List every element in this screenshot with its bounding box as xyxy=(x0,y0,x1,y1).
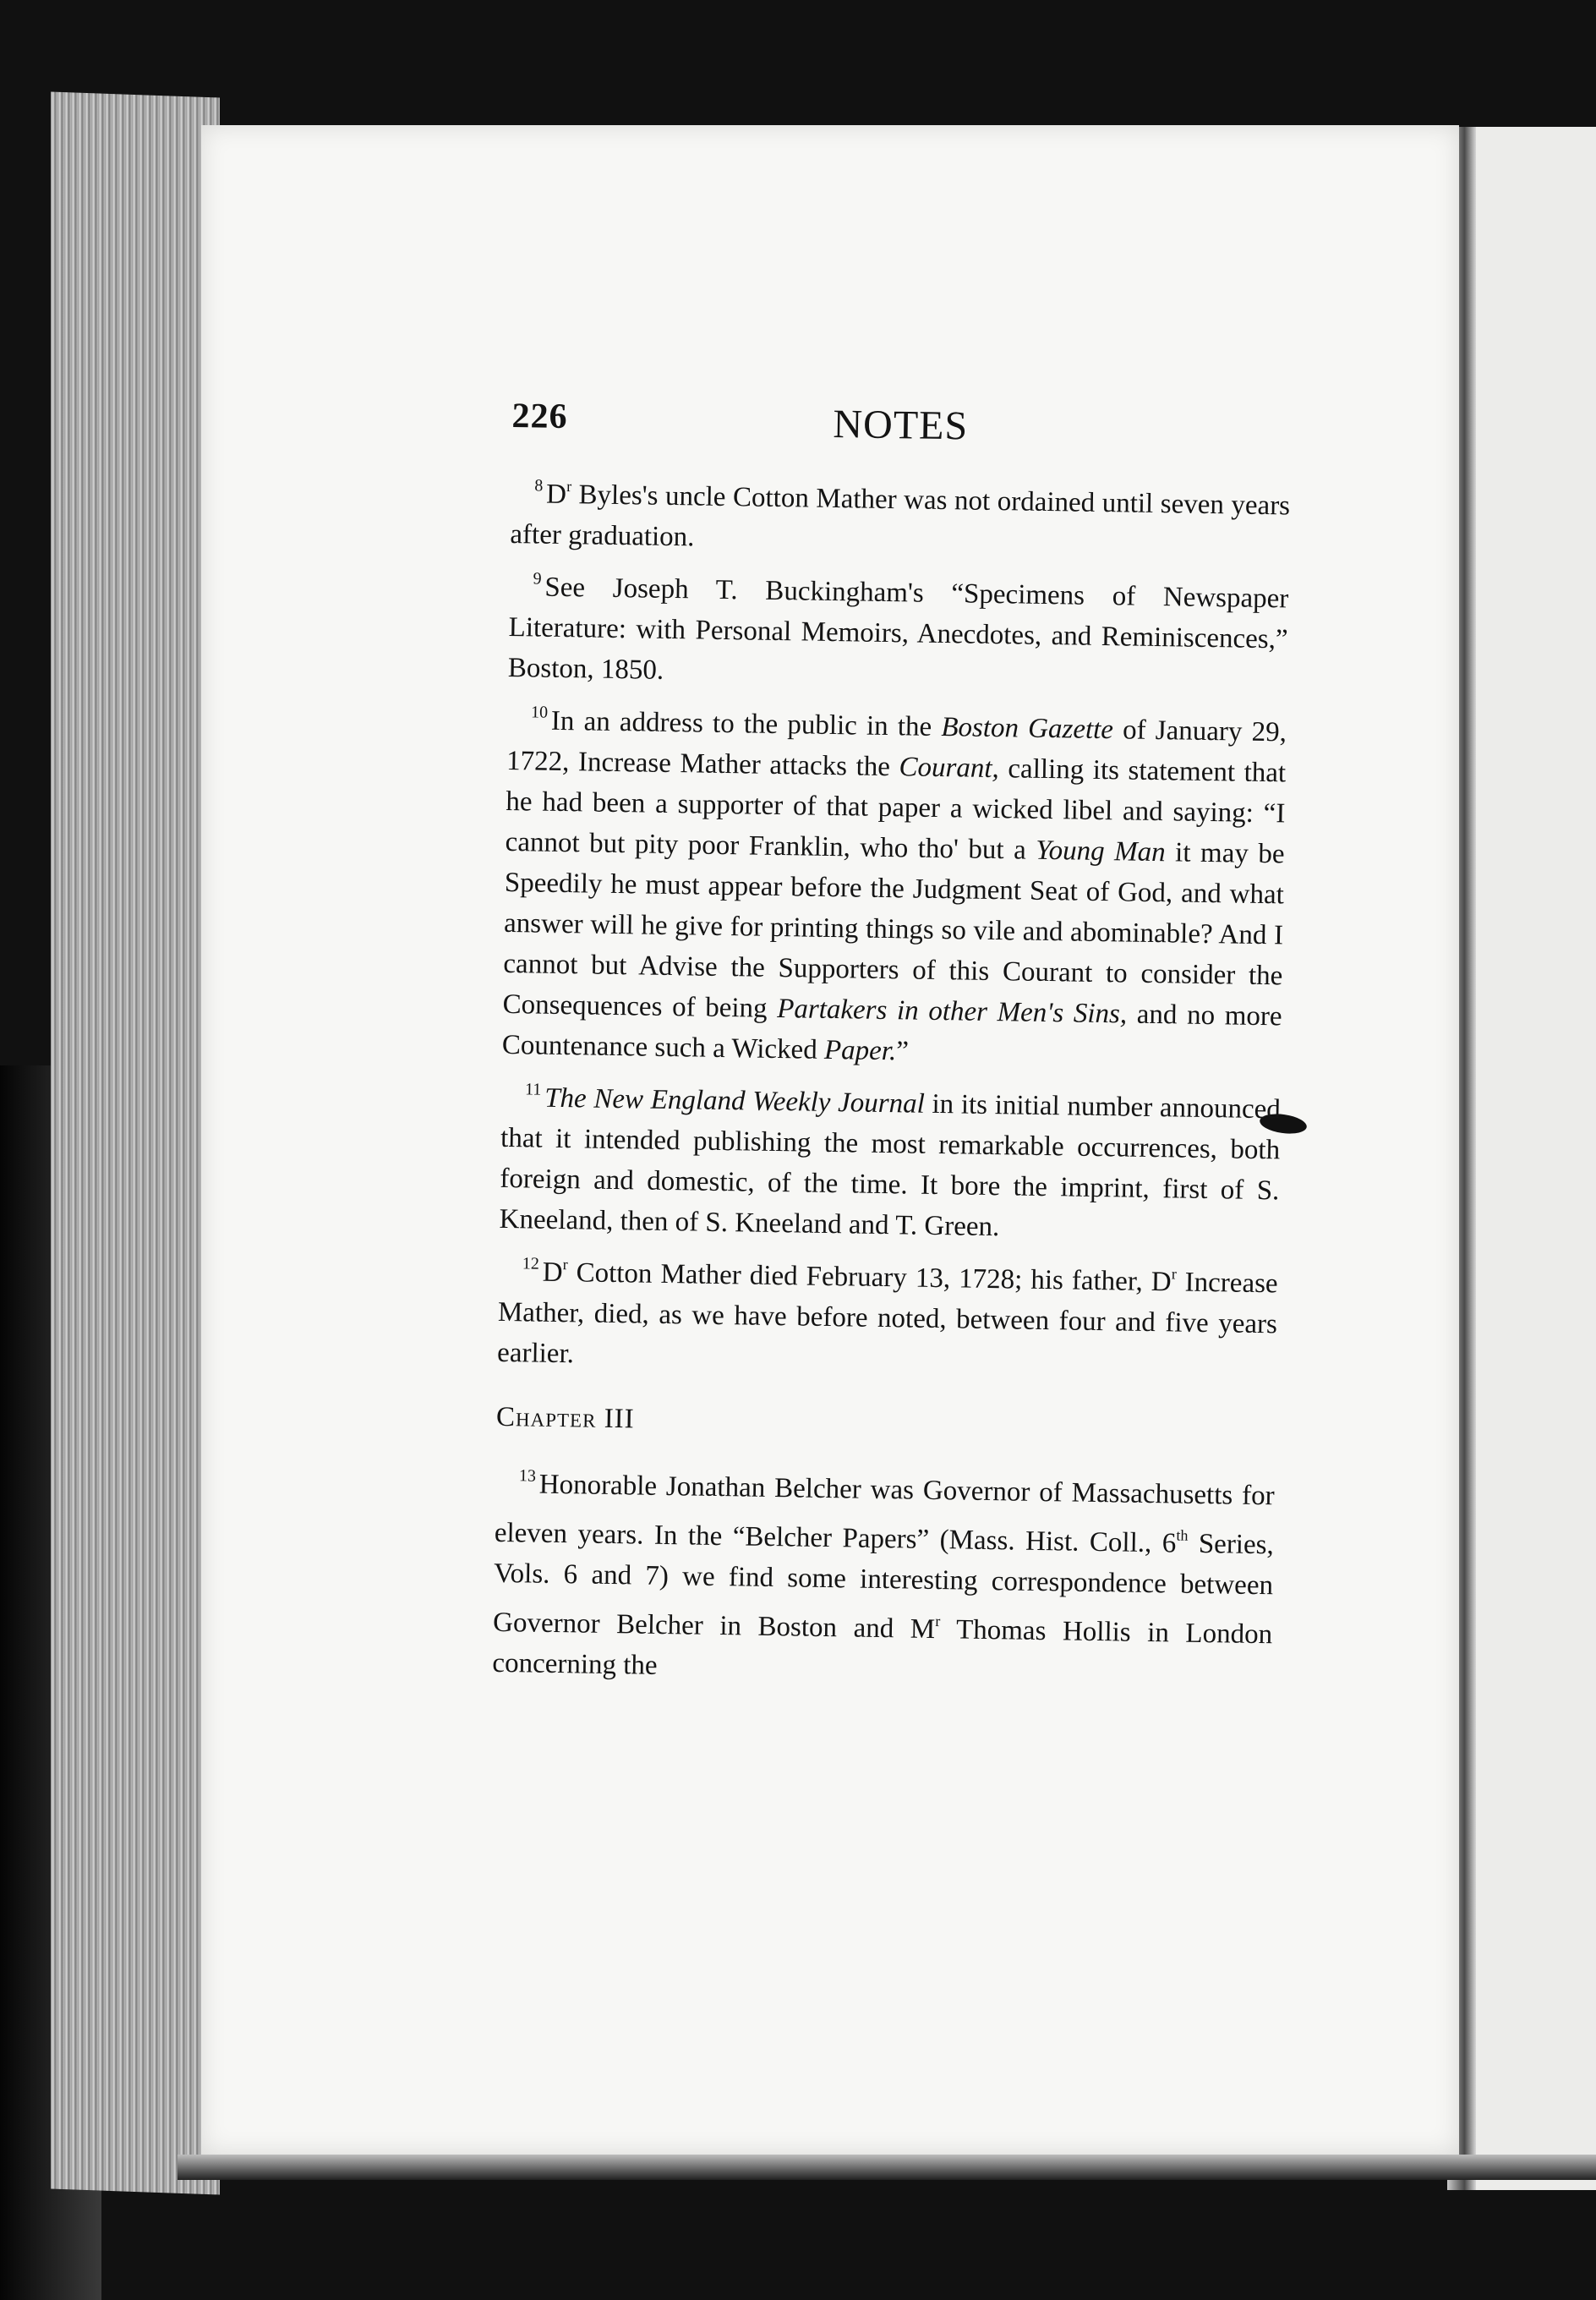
footnote-number: 8 xyxy=(534,476,544,496)
facing-page xyxy=(1464,127,1596,2190)
footnote-text: Series, Vols. 6 and 7) we find some interesting correspondence between Governor Belcher in Boston and M xyxy=(492,1528,1275,1646)
footnote-text: it may be Speedily he must appear before the Judgment Seat of God, and what answer will he give for printing things so vile and abominable? And I cannot but Advise the Supporters of this Courant to consider the Consequences of being xyxy=(502,837,1285,1025)
footnote-text: In an address to the public in the xyxy=(550,705,942,743)
footnote-number: 9 xyxy=(533,569,542,589)
footnote-text: Thomas Hollis in London concerning the xyxy=(492,1614,1273,1681)
footnote-number: 11 xyxy=(524,1080,542,1099)
superscript-abbreviation: th xyxy=(1176,1526,1189,1544)
footnote-text: See Joseph T. Buckingham's “Specimens of Newspaper Literature: with Personal Memoirs, Anecdotes, and Reminiscences,” Boston, 1850. xyxy=(507,572,1289,686)
footnote-italic-text: Paper. xyxy=(823,1034,897,1067)
notes-list xyxy=(497,465,1291,1385)
footnote-text: D xyxy=(542,1257,563,1289)
footnote xyxy=(508,558,1289,700)
footnote-text: Increase Mather, died, as we have before noted, between four and five years earlier. xyxy=(496,1267,1278,1370)
footnote-italic-text: Partakers in other Men's Sins, xyxy=(776,994,1128,1030)
page-edge-stack xyxy=(51,92,220,2195)
superscript-abbreviation: r xyxy=(935,1613,941,1630)
footnote-text: in its initial number announced that it intended publishing the most remarkable occurrences, both foreign and domestic, of the time. It bore the imprint, first of S. Kneeland, then of S. Kneeland and T. Green. xyxy=(499,1088,1282,1243)
chapter-heading: Chapter III xyxy=(495,1401,635,1435)
footnote xyxy=(502,692,1287,1077)
footnote-text: of January 29, 1722, Increase Mather attacks the xyxy=(506,715,1287,783)
footnote-text: Cotton Mather died February 13, 1728; his father, D xyxy=(567,1257,1172,1298)
footnote-text: calling its statement that he had been a supporter of that paper a wicked libel and saying: “I cannot but pity poor Franklin, who tho' but a xyxy=(505,753,1287,866)
footnote-italic-text: The New England Weekly Journal xyxy=(544,1082,926,1120)
footnote-text: ” xyxy=(895,1036,910,1067)
footnote xyxy=(510,465,1291,567)
page-text-block xyxy=(490,396,1292,1794)
footnote-italic-text: Boston Gazette xyxy=(941,712,1114,746)
footnote-text: Honorable Jonathan Belcher was Governor of Massachusetts for eleven years. In the “Belcher Papers” (Mass. Hist. Coll., 6 xyxy=(494,1469,1275,1559)
footnote-italic-text: Courant, xyxy=(899,752,1000,785)
footnote xyxy=(492,1455,1275,1695)
superscript-abbreviation: r xyxy=(1171,1265,1177,1283)
footnote-text: D xyxy=(545,479,567,511)
footnote-number: 10 xyxy=(530,703,549,722)
superscript-abbreviation: r xyxy=(566,478,572,496)
page-bottom-edge xyxy=(178,2155,1596,2180)
superscript-abbreviation: r xyxy=(562,1256,568,1273)
running-title: NOTES xyxy=(833,401,969,449)
footnote-text: and no more Countenance such a Wicked xyxy=(501,999,1282,1065)
footnote xyxy=(499,1069,1281,1251)
footnote-text: Byles's uncle Cotton Mather was not ordained until seven years after graduation. xyxy=(510,479,1291,553)
page-number: 226 xyxy=(511,396,568,437)
footnote-number: 13 xyxy=(518,1466,537,1486)
footnote-number: 12 xyxy=(522,1254,540,1273)
chapter-notes-list xyxy=(492,1455,1275,1695)
footnote-italic-text: Young Man xyxy=(1036,835,1166,868)
footnote xyxy=(497,1243,1278,1385)
